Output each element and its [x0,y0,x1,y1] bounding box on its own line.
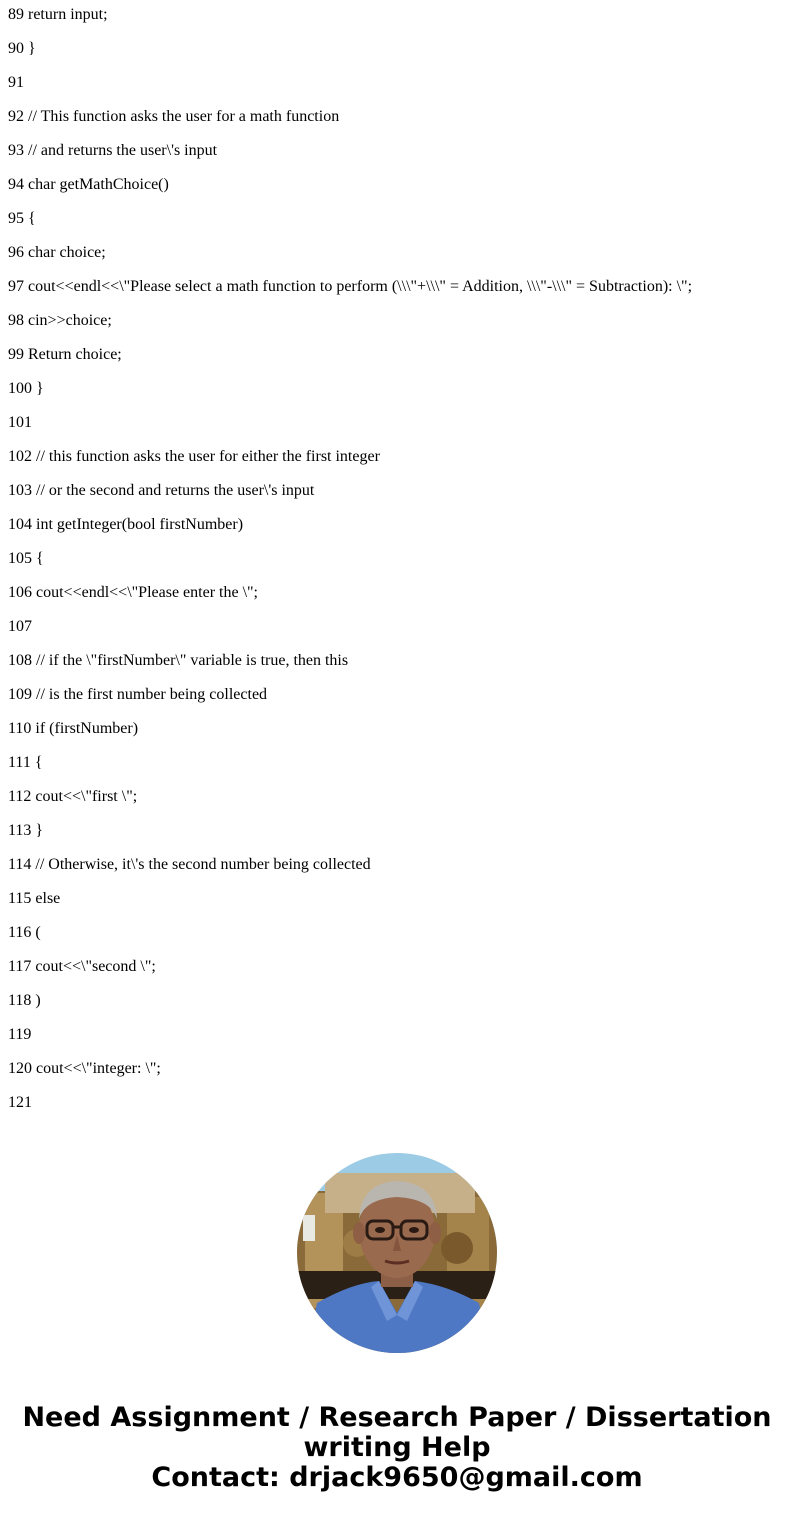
code-line: 95 { [8,210,36,227]
code-line: 117 cout<<\"second \"; [8,958,156,975]
promo-banner [0,1403,794,1493]
code-line: 102 // this function asks the user for either the first integer [8,448,380,465]
code-line: 118 ) [8,992,41,1009]
code-line: 110 if (firstNumber) [8,720,139,737]
author-avatar [297,1153,497,1353]
code-line: 89 return input; [8,6,108,23]
code-line: 108 // if the \"firstNumber\" variable is true, then this [8,652,349,669]
code-line: 121 [8,1094,32,1111]
code-line: 92 // This function asks the user for a math function [8,108,340,125]
code-line: 90 } [8,40,36,57]
promo-line-2: writing Help [303,1432,491,1463]
code-line: 109 // is the first number being collected [8,686,268,703]
code-line: 94 char getMathChoice() [8,176,169,193]
code-line: 104 int getInteger(bool firstNumber) [8,516,244,533]
code-line: 106 cout<<endl<<\"Please enter the \"; [8,584,258,601]
code-line: 107 [8,618,32,635]
code-line: 97 cout<<endl<<\"Please select a math function to perform (\\\"+\\\" = Addition, \\\"-\\\" = Subtraction): \"; [8,278,693,295]
code-line: 112 cout<<\"first \"; [8,788,138,805]
author-portrait [297,1153,497,1353]
promo-contact: Contact: drjack9650@gmail.com [151,1462,643,1493]
code-listing [8,4,788,1126]
code-line: 105 { [8,550,44,567]
code-line: 119 [8,1026,32,1043]
code-line: 99 Return choice; [8,346,122,363]
code-line: 114 // Otherwise, it\'s the second number being collected [8,856,371,873]
code-line: 100 } [8,380,44,397]
code-line: 93 // and returns the user\'s input [8,142,218,159]
code-line: 96 char choice; [8,244,106,261]
promo-line-1: Need Assignment / Research Paper / Dissertation [22,1402,772,1433]
code-line: 101 [8,414,32,431]
code-line: 103 // or the second and returns the user\'s input [8,482,315,499]
code-line: 116 ( [8,924,41,941]
code-line: 91 [8,74,24,91]
code-line: 113 } [8,822,44,839]
code-line: 120 cout<<\"integer: \"; [8,1060,161,1077]
code-line: 98 cin>>choice; [8,312,112,329]
code-line: 115 else [8,890,61,907]
code-line: 111 { [8,754,43,771]
